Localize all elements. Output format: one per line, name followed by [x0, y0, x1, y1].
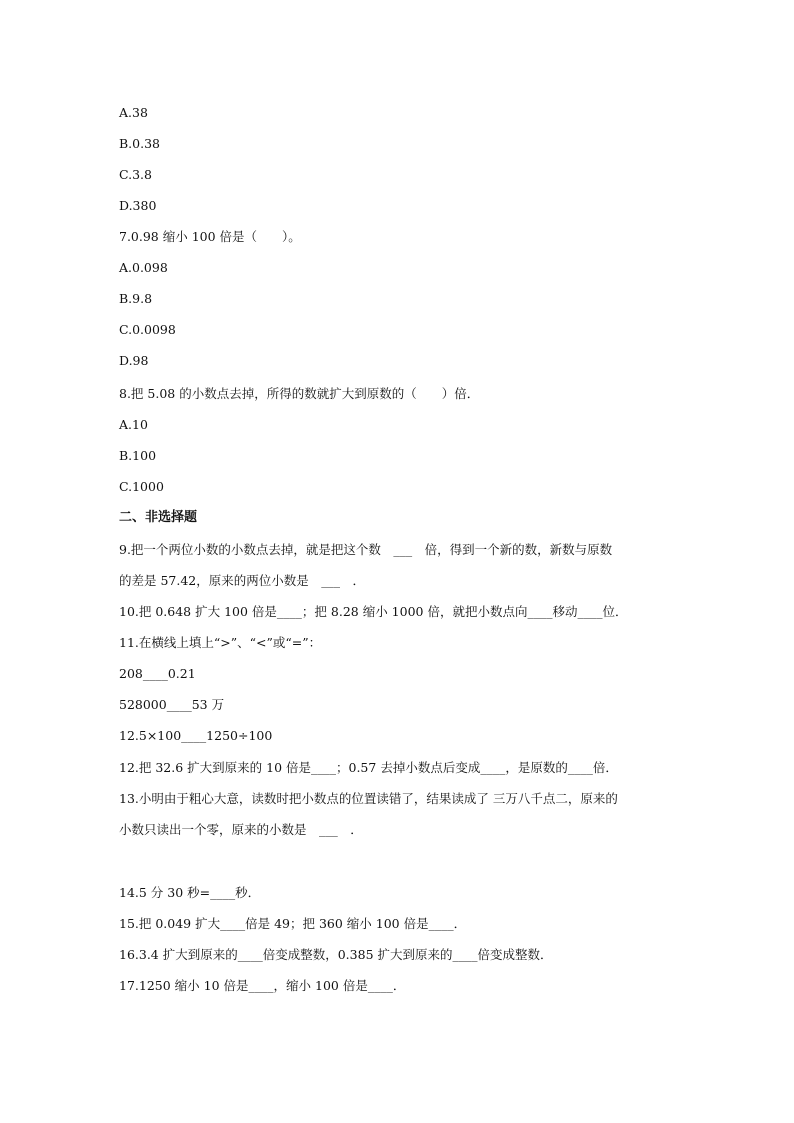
- q7-option-a: A.0.098: [119, 260, 168, 275]
- q6-option-c: C.3.8: [119, 167, 152, 182]
- q7-option-b: B.9.8: [119, 291, 153, 306]
- q8-option-c: C.1000: [119, 479, 164, 494]
- question-14: 14.5 分 30 秒=____秒．: [119, 885, 261, 900]
- q8-option-b: B.100: [119, 448, 157, 463]
- question-12: 12.把 32.6 扩大到原来的 10 倍是____；0.57 去掉小数点后变成____，是原数的____倍．: [119, 760, 618, 775]
- q7-option-d: D.98: [119, 353, 149, 368]
- q6-option-b: B.0.38: [119, 136, 160, 151]
- question-7: 7.0.98 缩小 100 倍是（ ）。: [119, 229, 301, 244]
- question-11: 11.在横线上填上“>”、“<”或“=”：: [119, 635, 322, 650]
- q6-option-a: A.38: [119, 105, 148, 120]
- question-15: 15.把 0.049 扩大____倍是 49；把 360 缩小 100 倍是____．: [119, 916, 467, 931]
- question-8: 8.把 5.08 的小数点去掉，所得的数就扩大到原数的（ ）倍．: [119, 386, 480, 401]
- question-9-line-1: 9.把一个两位小数的小数点去掉，就是把这个数 ___ 倍，得到一个新的数，新数与原数: [119, 542, 613, 557]
- q11-item-1: 208____0.21: [119, 666, 196, 681]
- question-13-line-1: 13.小明由于粗心大意，读数时把小数点的位置读错了，结果读成了 三万八千点二，原来的: [119, 791, 618, 806]
- question-9-line-2: 的差是 57.42，原来的两位小数是 ___ ．: [119, 573, 366, 588]
- q11-item-3: 12.5×100____1250÷100: [119, 728, 273, 743]
- q6-option-d: D.380: [119, 198, 157, 213]
- question-17: 17.1250 缩小 10 倍是____，缩小 100 倍是____．: [119, 978, 406, 993]
- q8-option-a: A.10: [119, 417, 148, 432]
- q7-option-c: C.0.0098: [119, 322, 176, 337]
- question-13-line-2: 小数只读出一个零，原来的小数是 ___ ．: [119, 822, 363, 837]
- question-10: 10.把 0.648 扩大 100 倍是____；把 8.28 缩小 1000 倍，就把小数点向____移动____位．: [119, 604, 628, 619]
- question-16: 16.3.4 扩大到原来的____倍变成整数，0.385 扩大到原来的____倍变成整数．: [119, 947, 553, 962]
- q11-item-2: 528000____53 万: [119, 697, 225, 712]
- section-heading: 二、非选择题: [119, 510, 198, 525]
